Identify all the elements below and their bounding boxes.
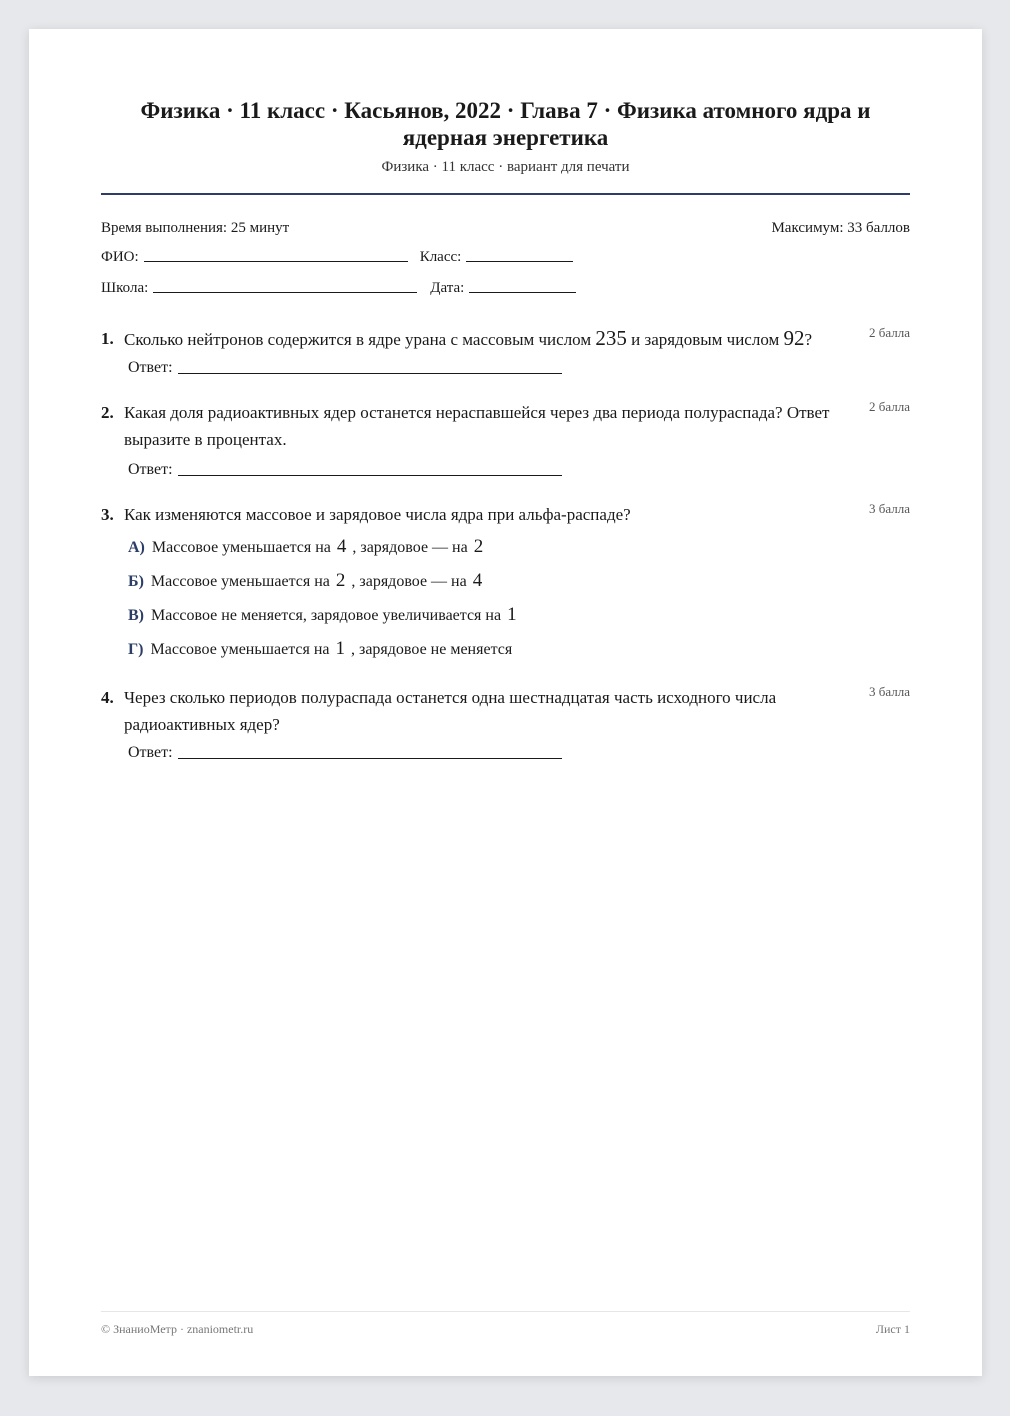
fio-label: ФИО: bbox=[101, 249, 139, 265]
answer-field[interactable] bbox=[178, 475, 562, 476]
fio-class-row bbox=[101, 249, 910, 266]
answer-field[interactable] bbox=[178, 758, 562, 759]
question-points: 2 балла bbox=[869, 399, 910, 414]
school-field[interactable] bbox=[153, 291, 417, 293]
answer-label: Ответ: bbox=[128, 461, 173, 478]
max-score: Максимум: 33 баллов bbox=[771, 220, 910, 236]
footer-divider bbox=[101, 1311, 910, 1312]
class-label: Класс: bbox=[419, 249, 462, 265]
answer-label: Ответ: bbox=[128, 359, 173, 376]
question-number: 4. bbox=[101, 688, 114, 707]
question-3 bbox=[101, 501, 910, 666]
question-text: Через сколько периодов полураспада останется одна шестнадцатая часть исходного числа радиоактивных ядер? bbox=[124, 688, 777, 734]
option-c[interactable]: В) Массовое не меняется, зарядовое увеличивается на 1 bbox=[128, 604, 517, 625]
option-d[interactable]: Г) Массовое уменьшается на 1 , зарядовое не меняется bbox=[128, 638, 513, 659]
time-limit: Время выполнения: 25 минут bbox=[101, 220, 290, 236]
school-date-row bbox=[101, 280, 910, 297]
school-label: Школа: bbox=[101, 280, 149, 296]
question-points: 3 балла bbox=[869, 501, 910, 516]
question-text: Как изменяются массовое и зарядовое числа ядра при альфа-распаде? bbox=[124, 505, 631, 524]
question-number: 2. bbox=[101, 403, 114, 422]
option-a[interactable]: А) Массовое уменьшается на 4 , зарядовое — на 2 bbox=[128, 536, 484, 557]
page-footer bbox=[101, 1322, 910, 1337]
question-4 bbox=[101, 684, 910, 762]
answer-row bbox=[128, 359, 910, 377]
question-text: Сколько нейтронов содержится в ядре урана с массовым числом 235 и зарядовым числом 92? bbox=[124, 326, 813, 350]
header-divider bbox=[101, 193, 910, 195]
meta-row bbox=[101, 220, 910, 237]
question-number: 3. bbox=[101, 505, 114, 524]
question-points: 3 балла bbox=[869, 684, 910, 699]
question-number: 1. bbox=[101, 329, 114, 348]
question-2 bbox=[101, 399, 910, 479]
worksheet-page bbox=[29, 29, 982, 1376]
answer-row bbox=[128, 744, 910, 762]
question-text: Какая доля радиоактивных ядер останется нераспавшейся через два периода полураспада? Ответ выразите в процентах. bbox=[124, 403, 830, 449]
page-subtitle: Физика · 11 класс · вариант для печати bbox=[381, 159, 630, 175]
date-label: Дата: bbox=[430, 280, 465, 296]
footer-copyright: © ЗнаниоМетр · znaniometr.ru bbox=[101, 1322, 254, 1336]
page-number: Лист 1 bbox=[875, 1322, 910, 1336]
question-points: 2 балла bbox=[869, 325, 910, 340]
class-field[interactable] bbox=[466, 260, 573, 262]
answer-row bbox=[128, 461, 910, 479]
options-list bbox=[101, 530, 910, 666]
answer-label: Ответ: bbox=[128, 744, 173, 761]
option-b[interactable]: Б) Массовое уменьшается на 2 , зарядовое — на 4 bbox=[128, 570, 483, 591]
question-1 bbox=[101, 325, 910, 377]
page-title: Физика · 11 класс · Касьянов, 2022 · Глава 7 · Физика атомного ядра и ядерная энергетика bbox=[140, 98, 871, 150]
answer-field[interactable] bbox=[178, 373, 562, 374]
date-field[interactable] bbox=[469, 291, 576, 293]
fio-field[interactable] bbox=[144, 260, 408, 262]
